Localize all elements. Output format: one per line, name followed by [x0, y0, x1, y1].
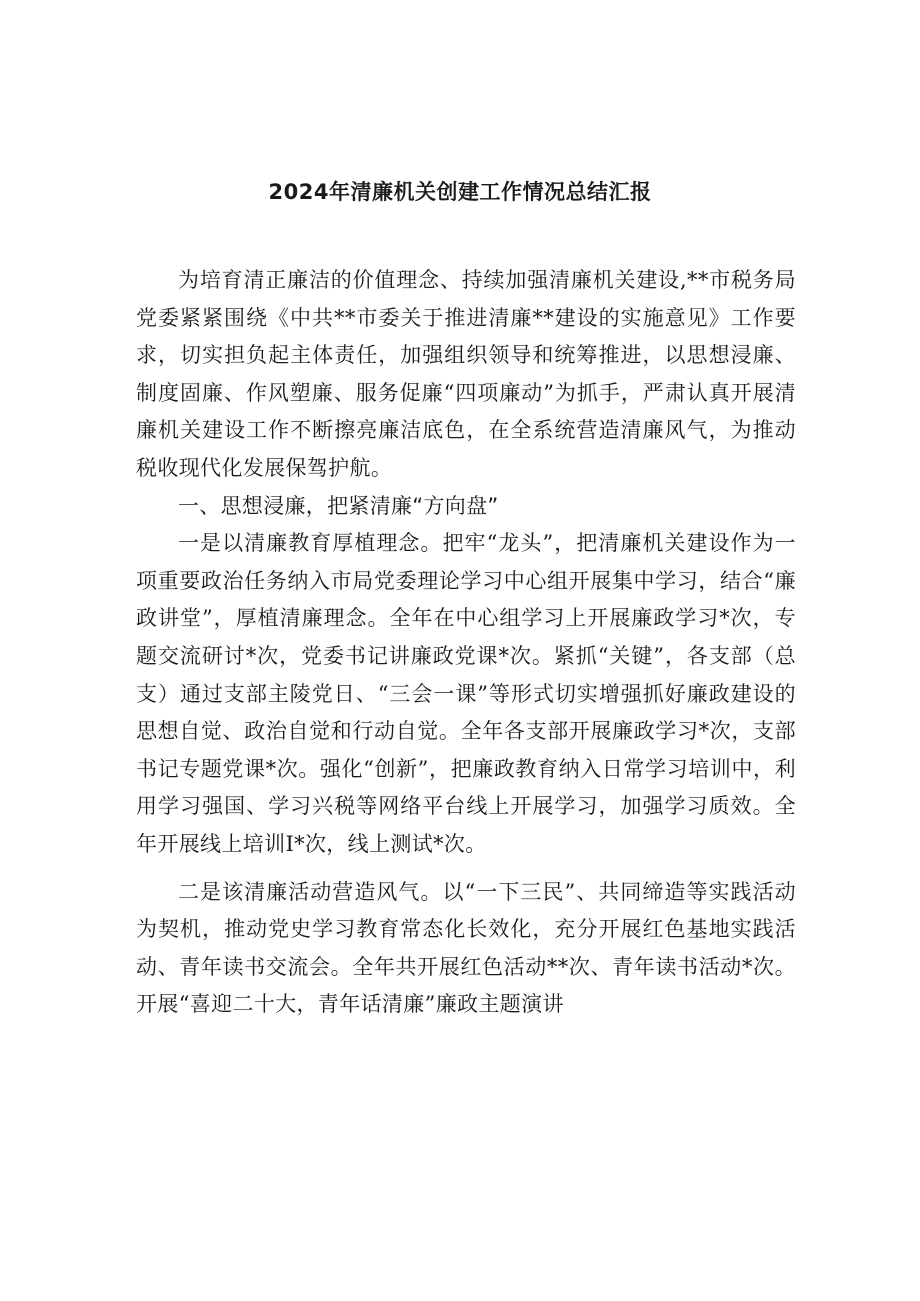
- document-body: [136, 262, 796, 1024]
- body-paragraph: 一是以清廉教育厚植理念。把牢“龙头”，把清廉机关建设作为一项重要政治任务纳入市局党委理论学习中心组开展集中学习，结合“廉政讲堂”，厚植清廉理念。全年在中心组学习上开展廉政学习*次，专题交流研讨*次，党委书记讲廉政党课*次。紧抓“关键”，各支部（总支）通过支部主陵党日、“三会一课”等形式切实增强抓好廉政建设的思想自觉、政治自觉和行动自觉。全年各支部开展廉政学习*次，支部书记专题党课*次。强化“创新”，把廉政教育纳入日常学习培训中，利用学习强国、学习兴税等网络平台线上开展学习，加强学习质效。全年开展线上培训I*次，线上测试*次。: [136, 531, 796, 856]
- paragraph-spacer: [136, 864, 796, 874]
- body-paragraph: 二是该清廉活动营造风气。以“一下三民”、共同缔造等实践活动为契机，推动党史学习教育常态化长效化，充分开展红色基地实践活动、青年读书交流会。全年共开展红色活动**次、青年读书活动*次。开展“喜迎二十大，青年话清廉”廉政主题演讲: [136, 879, 796, 1017]
- document-title: 2024年清廉机关创建工作情况总结汇报: [268, 180, 652, 204]
- intro-paragraph: 为培育清正廉洁的价值理念、持续加强清廉机关建设,**市税务局党委紧紧围绕《中共**市委关于推进清廉**建设的实施意见》工作要求，切实担负起主体责任，加强组织领导和统筹推进，以思想浸廉、制度固廉、作风塑廉、服务促廉“四项廉动”为抓手，严肃认真开展清廉机关建设工作不断擦亮廉洁底色，在全系统营造清廉风气，为推动税收现代化发展保驾护航。: [136, 268, 796, 480]
- section-heading: 一、思想浸廉，把紧清廉“方向盘”: [178, 493, 499, 518]
